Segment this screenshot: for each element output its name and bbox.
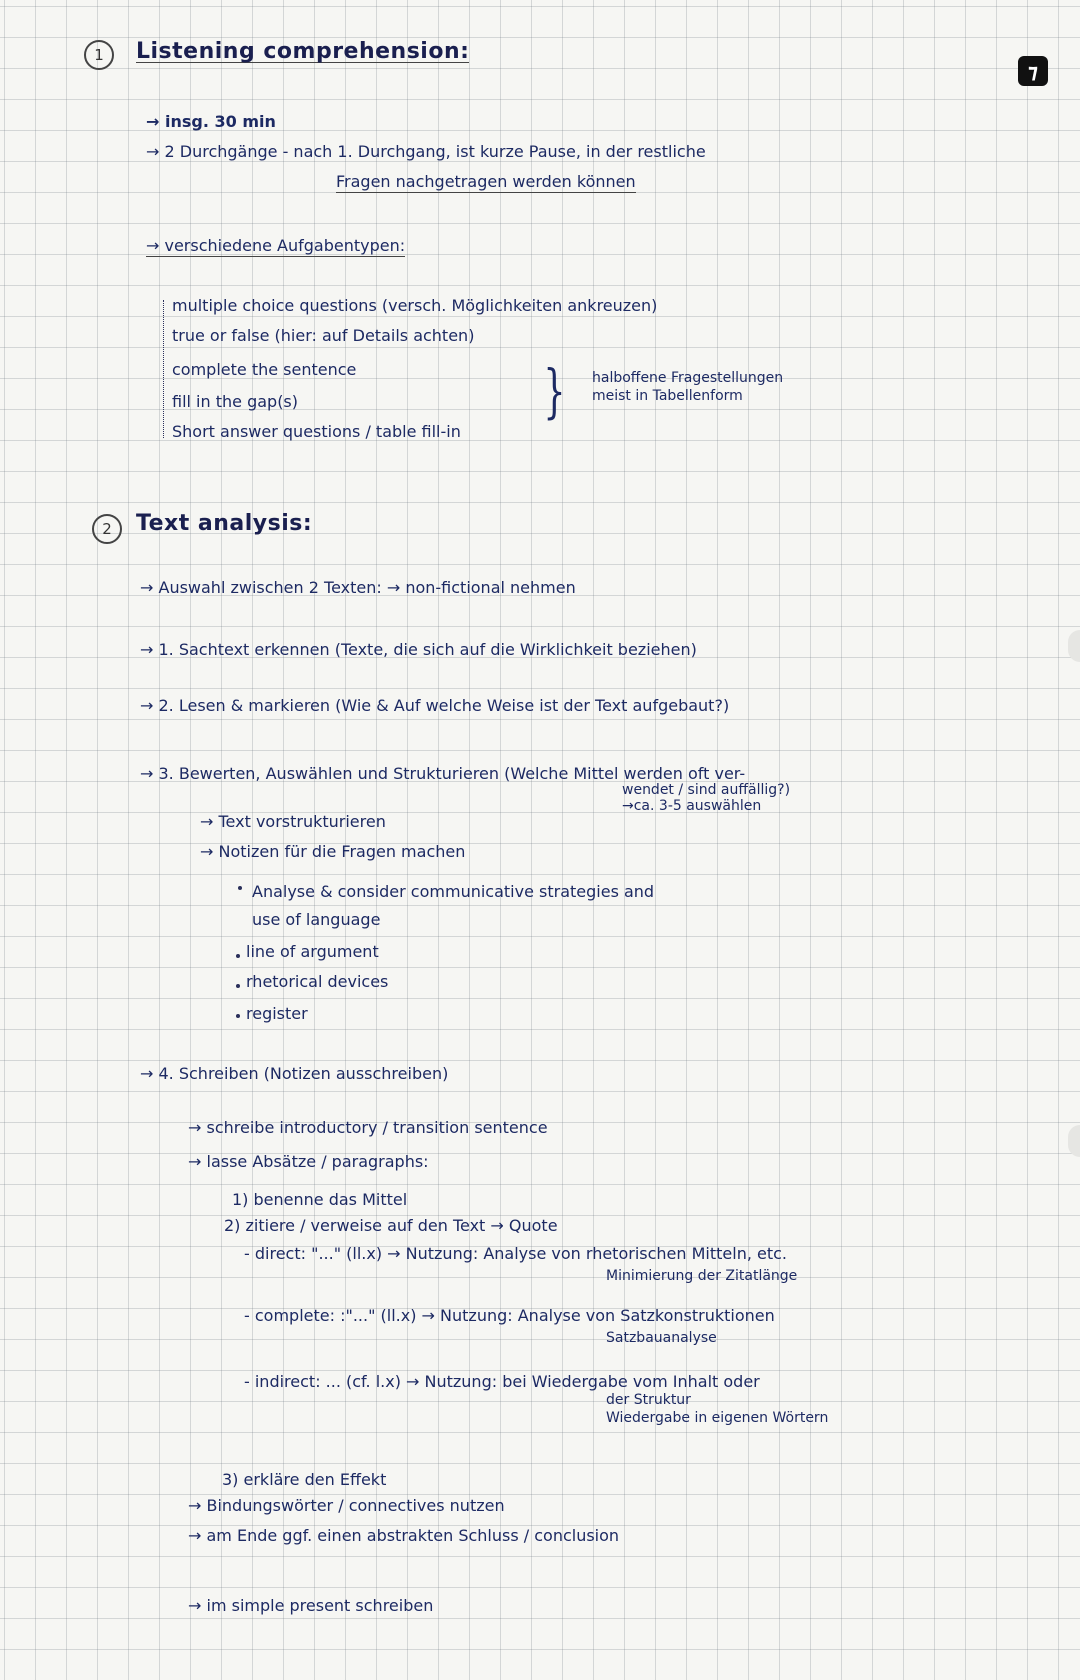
app-icon[interactable]: ⁊ <box>1018 56 1048 86</box>
step-3: → 3. Bewerten, Auswählen und Strukturieren (Welche Mittel werden oft ver- <box>140 764 746 783</box>
quote-type-note: Minimierung der Zitatlänge <box>606 1268 798 1284</box>
list-item: Short answer questions / table fill-in <box>172 422 461 441</box>
sub-step: → Text vorstrukturieren <box>200 812 386 831</box>
write-step: → schreibe introductory / transition sentence <box>188 1118 548 1137</box>
write-step: → am Ende ggf. einen abstrakten Schluss / conclusion <box>188 1526 620 1545</box>
quote-type-complete: - complete: :"..." (ll.x) → Nutzung: Analyse von Satzkonstruktionen <box>244 1306 775 1325</box>
numbered-step: 3) erkläre den Effekt <box>222 1470 387 1489</box>
step-1: → 1. Sachtext erkennen (Texte, die sich auf die Wirklichkeit beziehen) <box>140 640 697 659</box>
analysis-item: register <box>246 1004 308 1023</box>
note-line: Fragen nachgetragen werden können <box>336 172 636 191</box>
section-title-text-analysis: Text analysis: <box>136 511 313 536</box>
note-line: → insg. 30 min <box>146 112 276 131</box>
note-line: → verschiedene Aufgabentypen: <box>146 236 406 255</box>
note-line: → Auswahl zwischen 2 Texten: → non-fictional nehmen <box>140 578 576 597</box>
bullet-bar <box>163 300 164 438</box>
step-2: → 2. Lesen & markieren (Wie & Auf welche Weise ist der Text aufgebaut?) <box>140 696 730 715</box>
section-number-2: 2 <box>92 514 122 544</box>
sub-step: → Notizen für die Fragen machen <box>200 842 466 861</box>
quote-type-indirect: - indirect: ... (cf. l.x) → Nutzung: bei Wiedergabe vom Inhalt oder <box>244 1372 760 1391</box>
list-item: true or false (hier: auf Details achten) <box>172 326 475 345</box>
quote-type-direct: - direct: "..." (ll.x) → Nutzung: Analyse von rhetorischen Mitteln, etc. <box>244 1244 788 1263</box>
write-step: → im simple present schreiben <box>188 1596 434 1615</box>
section-title-listening: Listening comprehension: <box>136 39 470 64</box>
numbered-step: 2) zitiere / verweise auf den Text → Quote <box>224 1216 558 1235</box>
note-line: → 2 Durchgänge - nach 1. Durchgang, ist kurze Pause, in der restliche <box>146 142 706 161</box>
analysis-item: use of language <box>252 910 381 929</box>
step-3-cont: wendet / sind auffällig?) <box>622 782 791 798</box>
bullet-dot <box>236 984 240 988</box>
step-4: → 4. Schreiben (Notizen ausschreiben) <box>140 1064 449 1083</box>
write-step: → Bindungswörter / connectives nutzen <box>188 1496 505 1515</box>
scroll-tab[interactable] <box>1068 630 1080 662</box>
numbered-step: 1) benenne das Mittel <box>232 1190 408 1209</box>
brace-note: halboffene Fragestellungen <box>592 370 784 386</box>
list-item: multiple choice questions (versch. Möglichkeiten ankreuzen) <box>172 296 658 315</box>
quote-type-note: der Struktur <box>606 1392 691 1408</box>
scroll-tab[interactable] <box>1068 1125 1080 1157</box>
quote-type-note: Wiedergabe in eigenen Wörtern <box>606 1410 829 1426</box>
analysis-item: rhetorical devices <box>246 972 389 991</box>
section-number-1: 1 <box>84 40 114 70</box>
curly-brace: } <box>543 357 566 425</box>
write-step: → lasse Absätze / paragraphs: <box>188 1152 429 1171</box>
list-item: fill in the gap(s) <box>172 392 299 411</box>
step-3-cont: →ca. 3-5 auswählen <box>622 798 762 814</box>
analysis-item: Analyse & consider communicative strategies and <box>252 882 655 901</box>
bullet-dot <box>236 954 240 958</box>
list-item: complete the sentence <box>172 360 357 379</box>
quote-type-note: Satzbauanalyse <box>606 1330 717 1346</box>
bullet-dot <box>238 886 242 890</box>
bullet-dot <box>236 1014 240 1018</box>
brace-note: meist in Tabellenform <box>592 388 743 404</box>
analysis-item: line of argument <box>246 942 379 961</box>
